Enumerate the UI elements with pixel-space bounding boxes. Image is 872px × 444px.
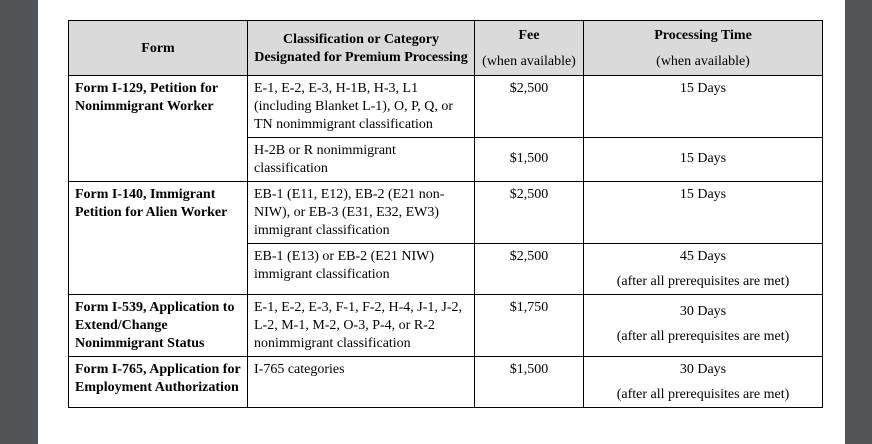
- time-cell: [584, 76, 823, 138]
- classification-cell: EB-1 (E13) or EB-2 (E21 NIW) immigrant classification: [248, 244, 475, 295]
- fee-cell: $2,500: [475, 182, 584, 244]
- document-page: [38, 0, 845, 444]
- time-value: 30 Days: [679, 304, 727, 319]
- header-fee: Fee (when available): [475, 21, 584, 76]
- table-row: [69, 357, 823, 408]
- form-cell: Form I-129, Petition for Nonimmigrant Worker: [69, 76, 248, 182]
- header-classification: Classification or Category Designated for Premium Processing: [248, 21, 475, 76]
- time-cell: [584, 138, 823, 182]
- form-cell: Form I-765, Application for Employment Authorization: [69, 357, 248, 408]
- fee-cell: $2,500: [475, 76, 584, 138]
- form-cell: Form I-140, Immigrant Petition for Alien Worker: [69, 182, 248, 295]
- classification-cell: E-1, E-2, E-3, F-1, F-2, H-4, J-1, J-2, L-2, M-1, M-2, O-3, P-4, or R-2 nonimmigrant classification: [248, 295, 475, 357]
- time-cell: [584, 295, 823, 357]
- classification-cell: E-1, E-2, E-3, H-1B, H-3, L1 (including Blanket L-1), O, P, Q, or TN nonimmigrant classification: [248, 76, 475, 138]
- time-cell: [584, 357, 823, 408]
- table-row: [69, 295, 823, 357]
- classification-cell: H-2B or R nonimmigrant classification: [248, 138, 475, 182]
- time-note: (after all prerequisites are met): [616, 387, 790, 402]
- time-cell: [584, 244, 823, 295]
- time-value: 15 Days: [679, 81, 727, 96]
- header-form: Form: [69, 21, 248, 76]
- time-value: 15 Days: [679, 187, 727, 202]
- time-value: 45 Days: [679, 249, 727, 264]
- header-processing-time: Processing Time (when available): [584, 21, 823, 76]
- time-cell: [584, 182, 823, 244]
- table-row: [69, 76, 823, 138]
- viewer-scrollbar-area[interactable]: [845, 0, 872, 444]
- fee-cell: $2,500: [475, 244, 584, 295]
- fee-cell: $1,500: [475, 357, 584, 408]
- table-row: [69, 182, 823, 244]
- premium-processing-fee-table: [68, 20, 823, 408]
- table-header-row: [69, 21, 823, 76]
- time-value: 30 Days: [679, 362, 727, 377]
- classification-cell: EB-1 (E11, E12), EB-2 (E21 non-NIW), or EB-3 (E31, E32, EW3) immigrant classification: [248, 182, 475, 244]
- time-note: (after all prerequisites are met): [616, 329, 790, 344]
- header-fee-sub: (when available): [482, 54, 576, 69]
- time-note: (after all prerequisites are met): [616, 274, 790, 289]
- time-value: 15 Days: [679, 151, 727, 166]
- fee-cell: $1,500: [475, 138, 584, 182]
- header-time-sub: (when available): [656, 54, 750, 69]
- fee-cell: $1,750: [475, 295, 584, 357]
- form-cell: Form I-539, Application to Extend/Change Nonimmigrant Status: [69, 295, 248, 357]
- classification-cell: I-765 categories: [248, 357, 475, 408]
